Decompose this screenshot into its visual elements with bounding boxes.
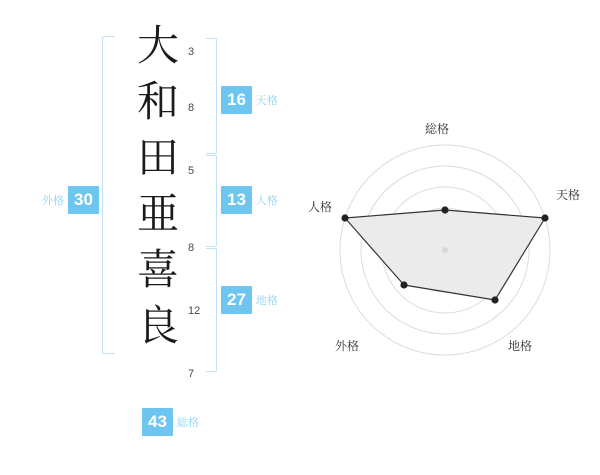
radar-area (345, 210, 545, 300)
radar-point-chikaku (491, 296, 498, 303)
tenkaku-bracket (206, 38, 217, 154)
tenkaku-value: 16 (221, 86, 252, 114)
chikaku-value: 27 (221, 286, 252, 314)
jinkaku-bracket (206, 155, 217, 247)
radar-label-jinkaku: 人格 (308, 200, 333, 214)
kanji-char: 田 (136, 133, 179, 182)
stroke-count: 8 (188, 242, 195, 254)
name-stroke-panel (0, 0, 300, 470)
stroke-count: 8 (188, 102, 195, 114)
kanji-char: 亜 (136, 189, 179, 238)
radar-label-soukaku: 総格 (425, 122, 450, 136)
radar-center-dot (442, 247, 448, 253)
radar-point-soukaku (441, 206, 448, 213)
gaikaku-label: 外格 (42, 195, 64, 207)
radar-label-chikaku: 地格 (508, 339, 533, 353)
kanji-column (128, 18, 188, 354)
chikaku-chip (221, 286, 278, 314)
soukaku-chip (142, 408, 199, 436)
stroke-count: 3 (188, 46, 195, 58)
radar-point-tenkaku (541, 214, 548, 221)
jinkaku-chip (221, 186, 278, 214)
stroke-count: 7 (188, 368, 195, 380)
kanji-char: 大 (136, 21, 179, 70)
stroke-count: 5 (188, 165, 195, 177)
soukaku-label: 総格 (176, 417, 199, 429)
stroke-count: 12 (188, 305, 201, 317)
gaikaku-bracket (102, 36, 115, 354)
jinkaku-value: 13 (221, 186, 252, 214)
gaikaku-value: 30 (68, 186, 99, 214)
radar-label-gaikaku: 外格 (335, 339, 360, 353)
kanji-char: 和 (136, 77, 179, 126)
kanji-char: 良 (136, 301, 179, 350)
radar-chart-svg (300, 0, 600, 470)
jinkaku-label: 人格 (255, 195, 278, 207)
radar-point-gaikaku (400, 281, 407, 288)
soukaku-value: 43 (142, 408, 173, 436)
radar-label-tenkaku: 天格 (556, 188, 581, 202)
tenkaku-label: 天格 (255, 95, 278, 107)
kanji-char: 喜 (136, 245, 179, 294)
gaikaku-chip (42, 186, 99, 214)
tenkaku-chip (221, 86, 278, 114)
chikaku-label: 地格 (255, 295, 278, 307)
radar-point-jinkaku (341, 214, 348, 221)
chikaku-bracket (206, 248, 217, 372)
radar-chart-panel (300, 0, 600, 470)
